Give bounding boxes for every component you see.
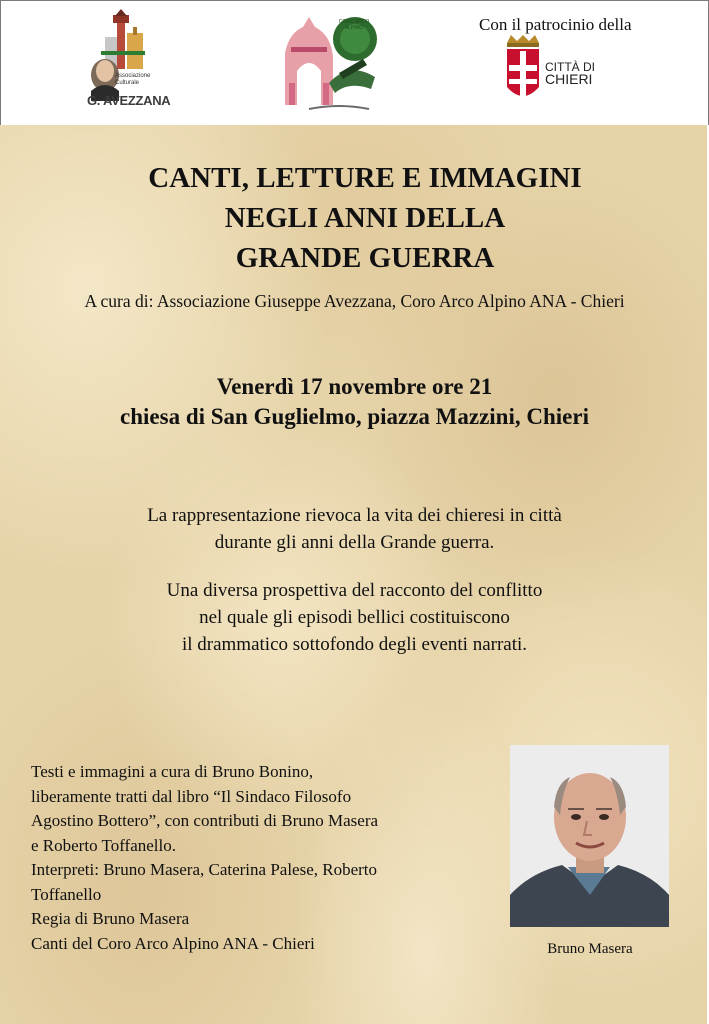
curated-by: A cura di: Associazione Giuseppe Avezzana, Coro Arco Alpino ANA - Chieri <box>84 291 625 311</box>
portrait-photo <box>510 745 669 927</box>
event-date-location: Venerdì 17 novembre ore 21 chiesa di San Guglielmo, piazza Mazzini, Chieri <box>120 374 589 429</box>
credits-line: liberamente tratti dal libro “Il Sindaco Filosofo <box>31 786 352 806</box>
credits-line: Regia di Bruno Masera <box>31 909 190 928</box>
header-banner <box>0 0 709 126</box>
description-paragraph-2: Una diversa prospettiva del racconto del conflitto nel quale gli episodi bellici costituiscono il drammatico sottofondo degli eventi narrati. <box>166 580 543 655</box>
chieri-logo-text: CITTÀ DI CHIERI <box>545 60 595 87</box>
credits-block <box>31 760 471 956</box>
credits-line: e Roberto Toffanello. <box>31 835 177 855</box>
portrait-illustration <box>510 745 669 927</box>
patronage-text: Con il patrocinio della <box>479 15 632 34</box>
photo-caption: Bruno Masera <box>547 941 633 957</box>
description-paragraph-1: La rappresentazione rievoca la vita dei chieresi in città durante gli anni della Grande guerra. <box>147 505 562 553</box>
credits-line: Testi e immagini a cura di Bruno Bonino, <box>31 762 314 781</box>
coro-logo-text: CORO ARCO ALPINO <box>338 19 370 31</box>
avezzana-logo-subtitle: Associazione Culturale <box>115 73 151 86</box>
event-title: CANTI, LETTURE E IMMAGINI NEGLI ANNI DELLA GRANDE GUERRA <box>148 162 582 274</box>
credits-line: Interpreti: Bruno Masera, Caterina Palese, Roberto <box>31 860 378 879</box>
credits-line: Toffanello <box>31 884 102 904</box>
credits-line: Agostino Bottero”, con contributi di Bruno Masera <box>31 811 379 830</box>
credits-line: Canti del Coro Arco Alpino ANA - Chieri <box>31 933 315 953</box>
avezzana-logo-label: G. AVEZZANA <box>87 93 171 108</box>
